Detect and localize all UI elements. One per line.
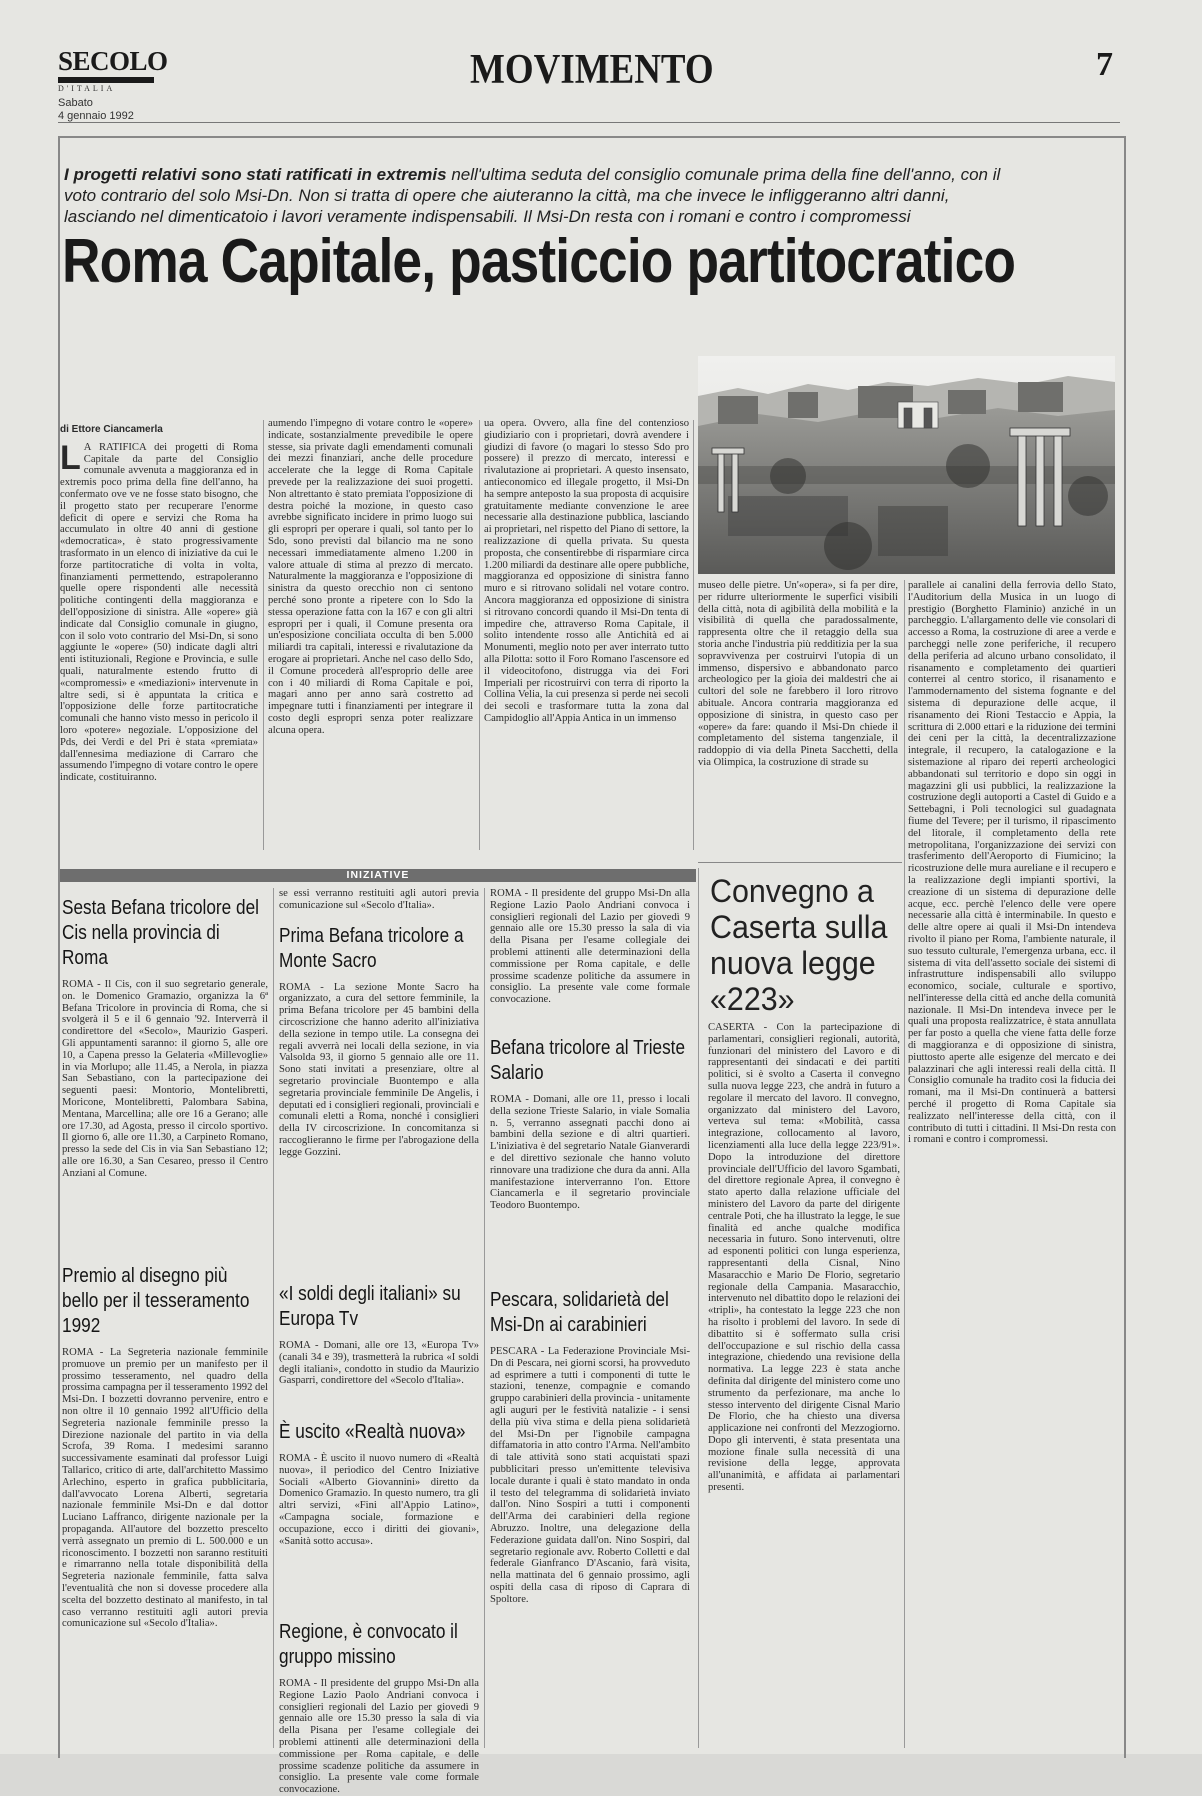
column-divider (484, 888, 485, 1748)
article-column-3: ua opera. Ovvero, alla fine del contenzioso giudiziario con i proprietari, dovrà avendere i giudizi di favore (o magari lo stesso Sdo pro possere) il prezzo di mercato, interessi e rivalutazione ai proprietari. A questo insensato, antieconomico ed illegale progetto, il Msi-Dn ha sempre anteposto la sua proposta di acquisire gratuitamente mediante convenzione le aree necessarie alla destinazione pubblica, lasciando ai proprietari, nel rispetto del Piano di settore, la realizzazione di quella privata. Su questa proposta, che consentirebbe di risparmiare circa 1.200 miliardi da destinare alle opere pubbliche, maggioranza ed opposizione di sinistra fanno muro e si ritrovano solidali nel votare contro. Ancora maggioranza ed opposizione di sinistra si ritrovano concordi quando il Msi-Dn tenta di impedire che, attraverso Roma Capitale, il solito intendente rosso alle Antichità ed ai Monumenti, meglio noto per aver interrato tutto alla Pilotta: sotto il Foro Romano l'ascensore ed il videocitofono, distrugga via dei Fori Imperiali per ricostruirvi con terra di riporto la Collina Velia, la cui presenza si perde nei secoli dei secoli e trasformare tutta la zona dal Campidoglio all'Appia Antica in un immenso (484, 418, 689, 724)
newspaper-logo-subtitle: D'ITALIA (58, 84, 116, 93)
brief-body: ROMA - Domani, alle ore 11, presso i locali della sezione Trieste Salario, in viale Somalia n. 5, verranno assegnati pacchi dono ai bambini della sezione e di altri quartieri. L'iniziativa è del segretario Natale Gianverardi e del direttivo sezionale che hanno voluto rinnovare una tradizione che dura da anni. Alla manifestazione interverranno l'on. Ettore Ciancamerla e il segretario provinciale Teodoro Buontempo. (490, 1094, 690, 1212)
brief-lead: se essi verranno restituiti agli autori previa comunicazione sul «Secolo d'Italia». (279, 888, 479, 911)
brief-convegno: CASERTA - Con la partecipazione di parlamentari, consiglieri regionali, autorità, funzionari del ministero del Lavoro e di rappresentanti dei sindacati e dei partiti politici, si è svolto a Caserta il convegno sulla nuova legge 223, che andrà in futuro a regolare il mercato del lavoro. Il convegno, organizzato dal ministero del Lavoro, verteva sul tema: «Mobilità, cassa integrazione, collocamento al lavoro, licenziamenti alla luce della legge 223/91». Dopo la introduzione del direttore provinciale dell'Ufficio del lavoro Sgambati, del direttore regionale Aprea, il convegno è stato aperto dalla relazione ufficiale del ministero del Lavoro da parte del dirigente centrale Poti, che ha illustrato la legge, le sue finalità ed anche qualche modifica necessaria in futuro. Sono intervenuti, oltre ad esponenti politici con lunga esperienza, rappresentanti della Cisnal, Nino Masaracchio e Mario De Florio, segretario regionale della Campania. Masaracchio, intervenuto nel dibattito dopo le relazioni dei «tripli», ha contestato la legge 223 che non ha risolto i problemi del lavoro. In sede di dibattito si è soffermato sulla crisi dell'occupazione e sul rischio della cassa integrazione, chiedendo una revisione della normativa. La legge 223 è stata anche definita dal dirigente del ministero come uno strumento da perfezionare, ma anche lo stesso intervento del dirigente Cisnal Mario De Florio, che ha chiesto una diversa applicazione nei confronti del Mezzogiorno. Dopo gli interventi, è stata presentata una mozione finale sulla necessità di una revisione della legge, approvata all'unanimità, e affidata ai parlamentari presenti. (708, 1022, 900, 1494)
initiatives-section-label: INIZIATIVE (346, 869, 410, 881)
brief-monte-sacro (279, 888, 479, 1286)
brief-body: ROMA - La sezione Monte Sacro ha organizzato, a cura del settore femminile, la prima Befana tricolore per 45 bambini della circoscrizione che hanno aderito all'iniziativa della sezione in tempo utile. La consegna dei regali avverrà nei locali della sezione, in via Valsolda 93, il giorno 5 gennaio alle ore 11. Sono stati invitati a presenziare, oltre al segretario provinciale Buontempo e alla segretaria provinciale femminile De Angelis, i deputati ed i consiglieri regionali, provinciali e comunali eletti a Roma, nonché i consiglieri della IV circoscrizione. In concomitanza si raccoglieranno le firme per l'abrogazione della legge Gozzini. (279, 981, 479, 1158)
brief-title: Befana tricolore al Trieste Salario (490, 1037, 686, 1084)
brief-title: È uscito «Realtà nuova» (279, 1421, 466, 1443)
brief-soldi-italiani (279, 1282, 479, 1412)
convegno-headline: Convegno a Caserta sulla nuova legge «223» (710, 873, 888, 1017)
brief-trieste-salario (490, 1036, 690, 1286)
newspaper-logo: SECOLO (58, 48, 154, 83)
column-divider (479, 420, 480, 850)
issue-date (58, 97, 154, 123)
section-rule (698, 862, 902, 863)
brief-premio-disegno (62, 1264, 268, 1748)
brief-body: ROMA - Il Cis, con il suo segretario generale, on. le Domenico Gramazio, organizza la 6ª Befana Tricolore in provincia di Roma, che si svolgerà il 5 e il 6 gennaio '92. Interverrà il condirettore del «Secolo», Maurizio Gasperi. Gli appuntamenti saranno: il giorno 5, alle ore 10, a Capena presso la Gelateria «Millevoglie» in via Morlupo; alle 11.45, a Nerola, in piazza San Sebastiano, con la partecipazione dei seguenti paesi: Montorio, Montelibretti, Moricone, Montelibretti, Palombara Sabina, Mentana, Marcellina; alle ore 16 a Gerano; alle ore 17.30, ad Agosta, presso il circolo sportivo. Il giorno 6, alle ore 11.30, a Carpineto Romano, presso la sede del Cis in via San Sebastiano 12; alle ore 16.30, a San Cesareo, presso il Centro Anziani al Comune. (62, 979, 268, 1179)
brief-gruppo-missino-cont: ROMA - Il presidente del gruppo Msi-Dn alla Regione Lazio Paolo Andriani convoca i consiglieri regionali del Lazio per giovedì 9 gennaio alle ore 15.30 presso la sala di via della Pisana per l'esame collegiale dei problemi attinenti alle determinazioni della commissione per Roma capitale, e delle prossime scadenze politiche da assumere in consiglio. La presente vale come formale convocazione. (490, 888, 690, 1006)
issue-full-date: 4 gennaio 1992 (58, 110, 134, 122)
column-divider (273, 888, 274, 1748)
masthead (58, 46, 168, 123)
article-kicker (64, 164, 1024, 227)
column-divider (263, 420, 264, 850)
brief-pescara (490, 1288, 690, 1748)
brief-title: Prima Befana tricolore a Monte Sacro (279, 924, 464, 972)
brief-gruppo-missino (279, 1620, 479, 1796)
brief-title: Premio al disegno più bello per il tesseramento 1992 (62, 1265, 250, 1337)
kicker-rest: nell'ultima seduta del consiglio comunale prima della fine dell'anno, con il voto contrario del solo Msi-Dn. Non si tratta di opere che aiuteranno la città, ma che invece le infliggeranno altri danni, lasciando nel dimenticatoio i lavori veramente indispensabili. Il Msi-Dn resta con i romani e contro i compromessi (64, 165, 1001, 226)
section-title: MOVIMENTO (470, 47, 714, 93)
article-column-4: museo delle pietre. Un'«opera», si fa per dire, per ridurre ulteriormente le superfici visibili della città, nota di agibilità della mobilità e la visibilità di quella che paradossalmente, rappresenta oltre che il retaggio della sua storia anche l'industria più redditizia per la sua sopravvivenza per costruirvi l'utopia di un immenso, dispersivo e abbandonato parco archeologico per la gioia dei maldestri che ai cultori del sole ne farebbero il loro ritrovo abituale. Ancora contraria maggioranza ed opposizione di sinistra, in questo caso per «opere» da fare: quando il Msi-Dn chiede il completamento del sistema tangenziale, il raddoppio di via della Pineta Sacchetti, della via Olimpica, la costruzione di strade su (698, 580, 898, 768)
initiatives-section-bar (60, 869, 696, 882)
article-headline: Roma Capitale, pasticcio partitocratico (62, 227, 1016, 296)
article-column-1 (60, 424, 258, 850)
column-divider (693, 420, 694, 850)
brief-body: ROMA - La Segreteria nazionale femminile promuove un premio per un manifesto per il prossimo tesseramento, nel quadro della prossima campagna per il tesseramento 1992 del Msi-Dn. I bozzetti dovranno pervenire, entro e non oltre il 10 gennaio 1992 all'Ufficio della Segreteria nazionale femminile presso la Direzione nazionale del partito in via della Scrofa, 39 Roma. I medesimi saranno successivamente esaminati dal professor Luigi Tallarico, critico di arte, dall'architetto Massimo Arlechino, esperto in grafica pubblicitaria, dall'avvocato Lorena Alberti, segretaria nazionale femminile Msi-Dn e dal dottor Luciano Laffranco, dirigente nazionale per la propaganda. All'autore del bozzetto prescelto verrà assegnato un premio di L. 500.000 e un riconoscimento. I bozzetti non saranno restituiti e rimarranno nella totale disponibilità della Segreteria nazionale femminile, fatta salva l'eventualità che non si dovesse procedere alla scelta del bozzetto destinato al manifesto, in tal caso verranno restituiti agli autori previa comunicazione sul «Secolo d'Italia». (62, 1347, 268, 1630)
article-column-5: parallele ai canalini della ferrovia dello Stato, l'Auditorium della Musica in un luogo di prestigio (Borghetto Flaminio) anziché in un parcheggio. L'allargamento delle vie consolari di accesso a Roma, la costruzione di aree a verde e parcheggi nelle zone periferiche, il recupero della periferia ad alcuno urbano consolidato, il risanamento e completamento dei quartieri conterrei al centro storico, il risanamento e l'ammodernamento del sistema fognante e del sistema di depurazione delle acque, il risanamento dei Rioni Testaccio e Appia, la scrittura di 2.000 ettari e la riduzione dei termini dei ceni per la città, la decentralizzazione integrale, il recupero, la catalogazione e la sistemazione al riparo dei reperti archeologici abbandonati sul territorio e dopo sin oggi in magazzini gli usi pubblici, la realizzazione la costruzione degli autoporti a Castel di Guido e a Settebagni, i Poli tecnologici sul guadagnata fiume del Tevere; per il turismo, il ripascimento del litorale, il completamento della rete metropolitana, l'organizzazione dei servizi con trasferimento dell'Aeroporto di Fiumicino; la ricostruzione delle mura aureliane e il recupero e la realizzazione degli impianti sportivi, la creazione di un sistema di depurazione delle acque, ecc. perchè l'elenco delle vere opere necessarie alla città è interminabile. In questo e delle altre opere ai quali il Msi-Dn intendeva rivolto il piano per Roma, l'ambiente naturale, il suo tessuto culturale, l'emergenza urbana, ecc. il sistema di vita dell'assetto sociale dei sistemi di infrastrutture indispensabili allo sviluppo economico, sociale, culturale e sportivo, nell'interesse della città ed anche della comunità nazionale. Il Msi-Dn intendeva invece per le quali una proposta realizzatrice, è stata annullata per far posto a quella che viene fatta delle forze di maggioranza e di opposizione di sinistra, piuttosto aperte alle esigenze del mercato e dei palazzinari che agli interessi reali della città. Il Consiglio comunale ha tradito così la fiducia dei romani, ma il Msi-Dn continuerà a battersi perché il progetto di Roma Capitale sia realizzato nell'interesse della città, con il contributo di tutti i cittadini. Il Msi-Dn resta con i romani e contro i compromessi. (908, 580, 1116, 1146)
brief-befana-cis (62, 896, 268, 1256)
brief-body: ROMA - Il presidente del gruppo Msi-Dn alla Regione Lazio Paolo Andriani convoca i consiglieri regionali del Lazio per giovedì 9 gennaio alle ore 15.30 presso la sala di via della Pisana per l'esame collegiale dei problemi attinenti alle determinazioni della commissione per Roma capitale, e delle prossime scadenze politiche da assumere in consiglio. La presente vale come formale convocazione. (279, 1678, 479, 1796)
column-divider (904, 580, 905, 1748)
page-number: 7 (1096, 46, 1113, 83)
article-col1-text: A RATIFICA dei progetti di Roma Capitale da parte del Consiglio comunale avvenuta a maggioranza ed in extremis poco prima della fine dell'anno, ha confermato ove ve ne fosse stato bisogno, che il progetto stato per recuperare l'enorme deficit di opere e servizi che Roma ha accumulato in oltre 40 anni di gestione «democratica», è stato progressivamente trasformato in un elenco di iniziative da cui le forze partitocratiche di volta in volta, finanziamenti permettendo, estrapoleranno quelle opere rispondenti alle necessità politiche contingenti della maggioranza e dell'opposizione di sinistra. Alle «opere» già indicate dal Consiglio comunale in giugno, con il solo voto contrario del Msi-Dn, si sono aggiunte le «opere» (50) indicate dagli altri enti istituzionali, Regione e Provincia, e sulle quali, naturalmente estendo frutto di «compromessi» e «mediazioni» intervenute in altre sedi, si è appuntata la critica e l'opposizione delle forze partitocratiche comunali che hanno visto messo in pericolo il loro «potere» negoziale. L'opposizione del Pds, dei Verdi e del Pri è stata «premiata» dall'ennesima mediazione di Carraro che assumendo l'impegno di votare contro le opere indicate, costituiranno. (60, 441, 258, 784)
article-column-2: aumendo l'impegno di votare contro le «opere» indicate, sostanzialmente prevedibile le opere stesse, sia private dagli emendamenti comunali dei mezzi finanziari, anche delle procedure accelerate che la legge di Roma Capitale prevede per la realizzazione dei suoi progetti. Non altrettanto è stato premiata l'opposizione di destra poiché la mozione, in questo caso avrebbe significato incidere in primo luogo sui gli espropri per operare i quali, sol tanto per lo Sdo, sono previsti dal bilancio ma ne sono necessari immediatamente almeno 1.200 in valore attuale di stima al prezzo di mercato. Naturalmente la maggioranza e l'opposizione di sinistra da questo orecchio non ci sentono perché sono pronte a ripetere con lo Sdo la stessa operazione fatta con la 167 e con gli altri espropri per i quali, il Comune presenta ora un'esposizione conciliata occulta di ben 5.000 miliardi tra capitali, interessi e rivalutazione da erogare ai proprietari. Anche nel caso dello Sdo, il Comune procederà all'esproprio delle aree con i 40 miliardi di Roma Capitale e poi, magari anno per anno sarà costretto ad impegnare tutti i finanziamenti per integrare il costo degli espropri senza poter realizzare alcuna opera. (268, 418, 473, 736)
brief-title: Regione, è convocato il gruppo missino (279, 1621, 458, 1668)
kicker-bold: I progetti relativi sono stati ratificati in extremis (64, 165, 447, 184)
brief-title: Sesta Befana tricolore del Cis nella provincia di Roma (62, 897, 259, 969)
article-dropcap: L (60, 438, 81, 477)
brief-body: ROMA - Domani, alle ore 13, «Europa Tv» (canali 34 e 39), trasmetterà la rubrica «I soldi degli italiani», condotto in studio da Maurizio Gasparri, condirettore del «Secolo d'Italia». (279, 1340, 479, 1387)
article-byline: di Ettore Ciancamerla (60, 424, 163, 435)
brief-title: Pescara, solidarietà del Msi-Dn ai carabinieri (490, 1289, 669, 1336)
header-rule (58, 122, 1120, 123)
brief-body: ROMA - È uscito il nuovo numero di «Realtà nuova», il periodico del Centro Iniziative Sociali «Alberto Giovannini» diretto da Domenico Gramazio. In questo numero, tra gli altri servizi, «Fini all'Appio Latino», «Campagna sociale, formazione e occupazione, ecco i diritti dei giovani», «Sanità sotto accusa». (279, 1453, 479, 1547)
column-divider (698, 868, 699, 1748)
brief-title: «I soldi degli italiani» su Europa Tv (279, 1283, 461, 1330)
roman-forum-photo (698, 356, 1115, 574)
brief-body: PESCARA - La Federazione Provinciale Msi-Dn di Pescara, nei giorni scorsi, ha provveduto ad esprimere a tutti i componenti di tutte le stazioni, tenenze, compagnie e comando gruppo carabinieri della provincia - unitamente agli auguri per le festività natalizie - i sensi della più viva stima e della piena solidarietà del Msi-Dn per l'ignobile campagna diffamatoria in atto contro l'Arma. Nell'ambito di tale attività sono stati acquistati spazi pubblicitari presso un'emittente televisiva locale durante i quali è stato mandato in onda il testo del telegramma di solidarietà inviato dall'on. Nino Sospiri a tutti i componenti dell'Arma dei carabinieri della regione Abruzzo. Inoltre, una delegazione della Federazione guidata dall'on. Nino Sospiri, dal segretario regionale avv. Roberto Colletti e dal federale Gianfranco D'Ascanio, farà visita, nella mattinata del 6 gennaio prossimo, agli ospiti della casa di riposo di Caprara di Spoltore. (490, 1346, 690, 1605)
issue-day: Sabato (58, 97, 93, 109)
brief-realta-nuova (279, 1420, 479, 1616)
